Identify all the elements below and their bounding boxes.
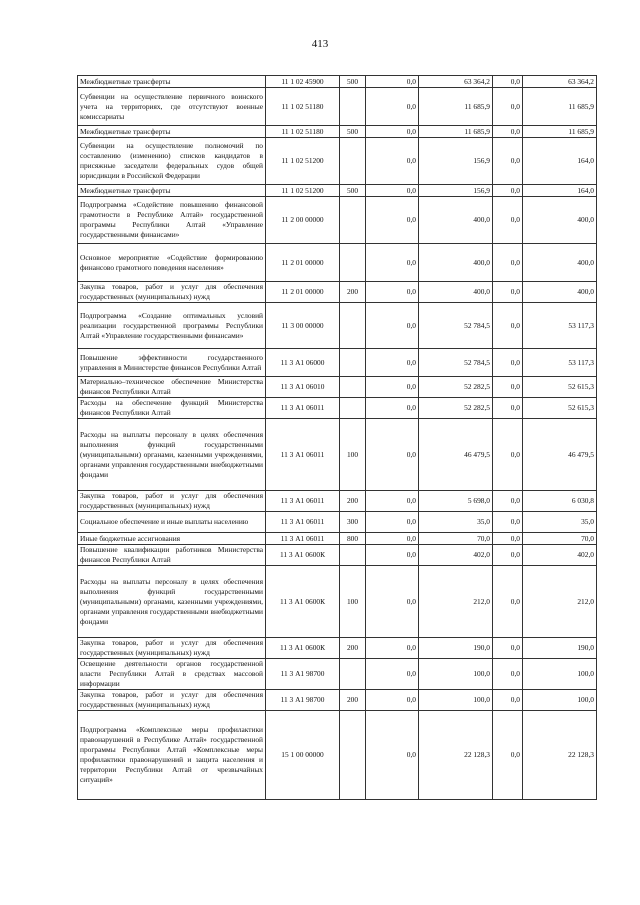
row-value-2: 35,0	[419, 512, 493, 533]
row-value-1: 0,0	[366, 566, 419, 638]
row-value-2: 70,0	[419, 533, 493, 545]
table-row	[78, 244, 597, 282]
row-value-1: 0,0	[366, 512, 419, 533]
row-value-2: 212,0	[419, 566, 493, 638]
row-name: Закупка товаров, работ и услуг для обеспечения государственных (муниципальных) нужд	[78, 491, 266, 512]
row-value-4: 63 364,2	[523, 76, 597, 88]
budget-table	[77, 75, 597, 800]
row-name: Подпрограмма «Комплексные меры профилактики правонарушений в Республике Алтай» государственной программы Республики Алтай «Комплексные меры профилактики правонарушений и защита населения и территории Республики Алтай от чрезвычайных ситуаций»	[78, 711, 266, 800]
row-value-1: 0,0	[366, 690, 419, 711]
row-value-1: 0,0	[366, 88, 419, 126]
row-value-1: 0,0	[366, 126, 419, 138]
row-value-1: 0,0	[366, 282, 419, 303]
row-code: 11 1 02 51180	[266, 126, 340, 138]
table-row	[78, 126, 597, 138]
row-vr	[340, 398, 366, 419]
row-value-1: 0,0	[366, 398, 419, 419]
row-code: 11 3 А1 06011	[266, 533, 340, 545]
row-vr	[340, 349, 366, 377]
row-code: 11 3 А1 06011	[266, 419, 340, 491]
row-name: Расходы на выплаты персоналу в целях обеспечения выполнения функций государственными (муниципальными) органами, казенными учреждениями, органами управления государственными внебюджетными фондами	[78, 566, 266, 638]
row-value-1: 0,0	[366, 638, 419, 659]
row-code: 11 3 А1 06011	[266, 398, 340, 419]
row-name: Расходы на выплаты персоналу в целях обеспечения выполнения функций государственными (муниципальными) органами, казенными учреждениями, органами управления государственными внебюджетными фондами	[78, 419, 266, 491]
row-name: Субвенции на осуществление первичного воинского учета на территориях, где отсутствуют военные комиссариаты	[78, 88, 266, 126]
row-name: Основное мероприятие «Содействие формированию финансово грамотного поведения населения»	[78, 244, 266, 282]
row-value-3: 0,0	[493, 138, 523, 185]
row-vr: 100	[340, 566, 366, 638]
row-code: 11 3 А1 98700	[266, 690, 340, 711]
row-value-3: 0,0	[493, 533, 523, 545]
row-code: 11 3 А1 06010	[266, 377, 340, 398]
row-value-4: 11 685,9	[523, 126, 597, 138]
row-name: Закупка товаров, работ и услуг для обеспечения государственных (муниципальных) нужд	[78, 282, 266, 303]
row-vr	[340, 659, 366, 690]
row-value-3: 0,0	[493, 126, 523, 138]
row-value-1: 0,0	[366, 533, 419, 545]
row-code: 11 1 02 45900	[266, 76, 340, 88]
row-name: Закупка товаров, работ и услуг для обеспечения государственных (муниципальных) нужд	[78, 638, 266, 659]
row-value-2: 156,9	[419, 138, 493, 185]
table-row	[78, 512, 597, 533]
row-value-2: 400,0	[419, 282, 493, 303]
row-code: 11 1 02 51200	[266, 185, 340, 197]
row-value-4: 22 128,3	[523, 711, 597, 800]
table-row	[78, 419, 597, 491]
row-value-1: 0,0	[366, 197, 419, 244]
table-row	[78, 349, 597, 377]
row-value-4: 400,0	[523, 282, 597, 303]
row-value-4: 402,0	[523, 545, 597, 566]
row-value-3: 0,0	[493, 491, 523, 512]
row-value-2: 52 784,5	[419, 349, 493, 377]
row-vr	[340, 138, 366, 185]
table-row	[78, 533, 597, 545]
row-value-2: 22 128,3	[419, 711, 493, 800]
row-value-2: 400,0	[419, 244, 493, 282]
row-value-3: 0,0	[493, 303, 523, 349]
row-name: Расходы на обеспечение функций Министерства финансов Республики Алтай	[78, 398, 266, 419]
row-value-3: 0,0	[493, 377, 523, 398]
row-code: 11 3 00 00000	[266, 303, 340, 349]
row-name: Повышение квалификации работников Министерства финансов Республики Алтай	[78, 545, 266, 566]
row-name: Межбюджетные трансферты	[78, 126, 266, 138]
row-vr: 300	[340, 512, 366, 533]
row-value-1: 0,0	[366, 244, 419, 282]
row-name: Освещение деятельности органов государственной власти Республики Алтай в средствах массовой информации	[78, 659, 266, 690]
row-value-2: 156,9	[419, 185, 493, 197]
table-row	[78, 303, 597, 349]
table-row	[78, 566, 597, 638]
row-value-4: 70,0	[523, 533, 597, 545]
row-value-1: 0,0	[366, 138, 419, 185]
row-value-3: 0,0	[493, 88, 523, 126]
row-vr	[340, 244, 366, 282]
row-value-3: 0,0	[493, 512, 523, 533]
row-value-2: 100,0	[419, 659, 493, 690]
table-row	[78, 88, 597, 126]
row-value-4: 190,0	[523, 638, 597, 659]
row-vr: 800	[340, 533, 366, 545]
row-code: 11 2 01 00000	[266, 244, 340, 282]
row-code: 11 2 00 00000	[266, 197, 340, 244]
row-value-3: 0,0	[493, 711, 523, 800]
row-value-1: 0,0	[366, 545, 419, 566]
row-code: 11 3 А1 06011	[266, 512, 340, 533]
row-value-2: 402,0	[419, 545, 493, 566]
row-code: 11 3 А1 98700	[266, 659, 340, 690]
row-value-3: 0,0	[493, 638, 523, 659]
row-vr: 200	[340, 638, 366, 659]
row-value-3: 0,0	[493, 398, 523, 419]
row-vr: 500	[340, 185, 366, 197]
row-value-4: 52 615,3	[523, 398, 597, 419]
row-value-3: 0,0	[493, 76, 523, 88]
row-value-2: 11 685,9	[419, 88, 493, 126]
page-number: 413	[311, 38, 329, 50]
row-name: Социальное обеспечение и иные выплаты населению	[78, 512, 266, 533]
row-vr: 100	[340, 419, 366, 491]
row-value-3: 0,0	[493, 566, 523, 638]
row-value-1: 0,0	[366, 377, 419, 398]
row-vr	[340, 88, 366, 126]
row-name: Подпрограмма «Содействие повышению финансовой грамотности в Республике Алтай» государственной программы Республики Алтай «Управление государственными финансами»	[78, 197, 266, 244]
row-value-3: 0,0	[493, 244, 523, 282]
row-name: Иные бюджетные ассигнования	[78, 533, 266, 545]
row-vr	[340, 303, 366, 349]
row-name: Межбюджетные трансферты	[78, 185, 266, 197]
table-row	[78, 138, 597, 185]
row-value-2: 52 282,5	[419, 398, 493, 419]
row-value-3: 0,0	[493, 282, 523, 303]
table-row	[78, 545, 597, 566]
row-value-3: 0,0	[493, 659, 523, 690]
row-name: Материально–техническое обеспечение Министерства финансов Республики Алтай	[78, 377, 266, 398]
row-code: 11 1 02 51200	[266, 138, 340, 185]
row-vr	[340, 711, 366, 800]
row-value-4: 11 685,9	[523, 88, 597, 126]
row-value-1: 0,0	[366, 419, 419, 491]
row-value-1: 0,0	[366, 76, 419, 88]
row-vr: 200	[340, 491, 366, 512]
row-value-1: 0,0	[366, 185, 419, 197]
table-row	[78, 491, 597, 512]
row-name: Закупка товаров, работ и услуг для обеспечения государственных (муниципальных) нужд	[78, 690, 266, 711]
row-value-4: 52 615,3	[523, 377, 597, 398]
row-value-2: 5 698,0	[419, 491, 493, 512]
row-vr: 500	[340, 76, 366, 88]
row-value-1: 0,0	[366, 659, 419, 690]
row-code: 11 3 А1 0600К	[266, 545, 340, 566]
row-value-2: 100,0	[419, 690, 493, 711]
table-row	[78, 638, 597, 659]
row-value-3: 0,0	[493, 197, 523, 244]
row-value-2: 11 685,9	[419, 126, 493, 138]
row-code: 11 2 01 00000	[266, 282, 340, 303]
table-body	[78, 76, 597, 800]
row-value-3: 0,0	[493, 545, 523, 566]
row-value-4: 400,0	[523, 197, 597, 244]
table-row	[78, 282, 597, 303]
row-value-4: 164,0	[523, 138, 597, 185]
row-vr: 500	[340, 126, 366, 138]
row-code: 11 3 А1 06000	[266, 349, 340, 377]
table-row	[78, 711, 597, 800]
row-name: Субвенции на осуществление полномочий по составлению (изменению) списков кандидатов в присяжные заседатели федеральных судов общей юрисдикции в Российской Федерации	[78, 138, 266, 185]
row-vr: 200	[340, 690, 366, 711]
row-value-3: 0,0	[493, 349, 523, 377]
row-vr	[340, 545, 366, 566]
row-value-1: 0,0	[366, 349, 419, 377]
row-value-2: 63 364,2	[419, 76, 493, 88]
row-value-4: 100,0	[523, 690, 597, 711]
row-code: 11 3 А1 0600К	[266, 638, 340, 659]
table-row	[78, 398, 597, 419]
row-value-4: 212,0	[523, 566, 597, 638]
row-value-4: 53 117,3	[523, 303, 597, 349]
row-value-2: 52 784,5	[419, 303, 493, 349]
row-value-4: 164,0	[523, 185, 597, 197]
row-code: 11 1 02 51180	[266, 88, 340, 126]
row-value-4: 46 479,5	[523, 419, 597, 491]
row-name: Повышение эффективности государственного управления в Министерстве финансов Республики Алтай	[78, 349, 266, 377]
row-vr: 200	[340, 282, 366, 303]
row-code: 11 3 А1 0600К	[266, 566, 340, 638]
row-value-4: 53 117,3	[523, 349, 597, 377]
row-vr	[340, 377, 366, 398]
row-value-1: 0,0	[366, 303, 419, 349]
row-value-3: 0,0	[493, 690, 523, 711]
table-row	[78, 659, 597, 690]
row-value-2: 52 282,5	[419, 377, 493, 398]
table-row	[78, 197, 597, 244]
row-value-3: 0,0	[493, 419, 523, 491]
row-value-4: 400,0	[523, 244, 597, 282]
table-row	[78, 76, 597, 88]
row-value-2: 46 479,5	[419, 419, 493, 491]
row-vr	[340, 197, 366, 244]
row-value-1: 0,0	[366, 491, 419, 512]
row-value-4: 35,0	[523, 512, 597, 533]
row-value-1: 0,0	[366, 711, 419, 800]
table-row	[78, 690, 597, 711]
table-row	[78, 377, 597, 398]
row-value-4: 6 030,8	[523, 491, 597, 512]
row-name: Подпрограмма «Создание оптимальных условий реализации государственной программы Республики Алтай «Управление государственными финансами»	[78, 303, 266, 349]
row-code: 15 1 00 00000	[266, 711, 340, 800]
row-code: 11 3 А1 06011	[266, 491, 340, 512]
row-value-4: 100,0	[523, 659, 597, 690]
table-row	[78, 185, 597, 197]
row-value-3: 0,0	[493, 185, 523, 197]
row-value-2: 400,0	[419, 197, 493, 244]
row-value-2: 190,0	[419, 638, 493, 659]
row-name: Межбюджетные трансферты	[78, 76, 266, 88]
